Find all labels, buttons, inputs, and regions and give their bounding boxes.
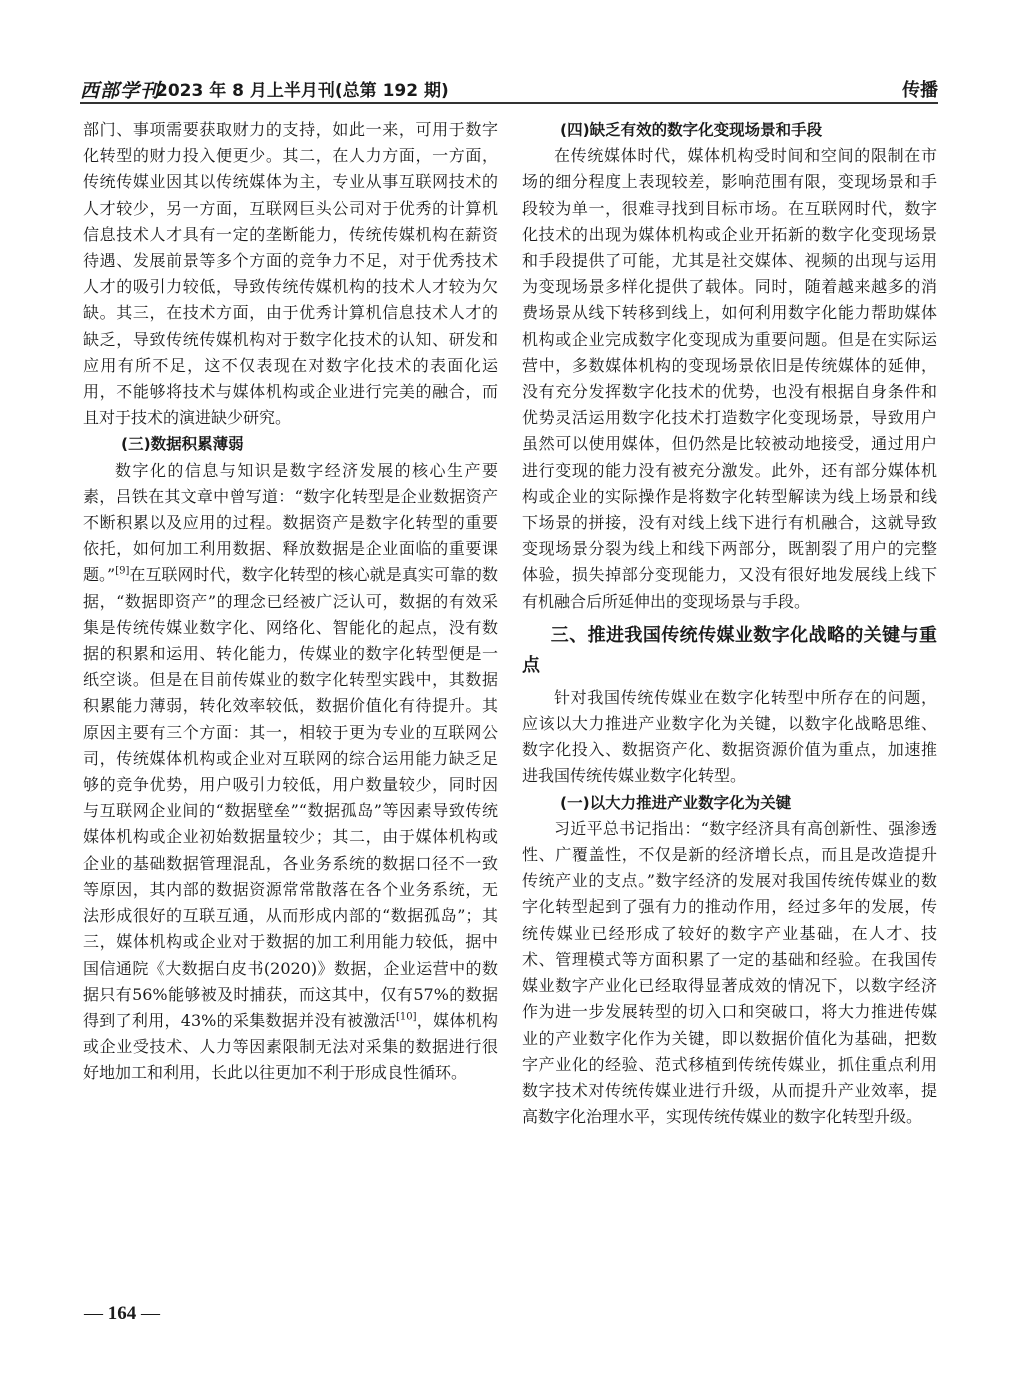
- right-column: [522, 117, 937, 1130]
- header-rule: [80, 102, 938, 104]
- journal-logo: 西部学刊: [80, 80, 161, 102]
- paragraph: [83, 458, 498, 1087]
- citation: [10]: [395, 1011, 417, 1023]
- paragraph: 针对我国传统传媒业在数字化转型中所存在的问题，应该以大力推进产业数字化为关键，以数字化战略思维、数字化投入、数据资产化、数据资源价值为重点，加速推进我国传统传媒业数字化转型。: [522, 687, 937, 786]
- citation: [9]: [115, 566, 130, 578]
- dash: —: [84, 1303, 103, 1324]
- page-number: 164: [107, 1303, 137, 1324]
- paragraph-text: 在互联网时代，数字化转型的核心就是真实可靠的数据，“数据即资产”的理念已经被广泛认可，数据的有效采集是传统传媒业数字化、网络化、智能化的起点，没有数据的积累和运用、转化能力，传媒业的数字化转型便是一纸空谈。但是在目前传媒业的数字化转型实践中，其数据积累能力薄弱，转化效率较低，数据价值化有待提升。其原因主要有三个方面：其一，相较于更为专业的互联网公司，传统媒体机构或企业对互联网的综合运用能力缺乏足够的竞争优势，用户吸引力较低，用户数量较少，同时因与互联网企业间的“数据壁垒”“数据孤岛”等因素导致传统媒体机构或企业初始数据量较少；其二，由于媒体机构或企业的基础数据管理混乱，各业务系统的数据口径不一致等原因，其内部的数据资源常常散落在各个业务系统，无法形成很好的互联互通，从而形成内部的“数据孤岛”；其三，媒体机构或企业对于数据的加工利用能力较低，据中国信通院《大数据白皮书(2020)》数据，企业运营中的数据只有56%能够被及时捕获，而这其中，仅有57%的数据得到了利用，43%的采集数据并没有被激活: [83, 565, 498, 1030]
- section-heading: 三、推进我国传统传媒业数字化战略的关键与重点: [522, 624, 937, 676]
- page-header: [80, 70, 938, 104]
- left-column: [83, 117, 498, 1087]
- section-name: 传播: [902, 80, 938, 101]
- page-number-footer: [84, 1303, 160, 1325]
- dash: —: [141, 1303, 160, 1324]
- paragraph: 部门、事项需要获取财力的支持，如此一来，可用于数字化转型的财力投入便更少。其二，在人力方面，一方面，传统传媒业因其以传统媒体为主，专业从事互联网技术的人才较少，另一方面，互联网巨头公司对于优秀的计算机信息技术人才具有一定的垄断能力，传统传媒机构在薪资待遇、发展前景等多个方面的竞争力不足，对于优秀技术人才的吸引力较低，导致传统传媒机构的技术人才较为欠缺。其三，在技术方面，由于优秀计算机信息技术人才的缺乏，导致传统传媒机构对于数字化技术的认知、研发和应用有所不足，这不仅表现在对数字化技术的表面化运用，不能够将技术与媒体机构或企业进行完美的融合，而且对于技术的演进缺少研究。: [83, 120, 498, 428]
- paragraph-text: ，媒体机构或企业受技术、人力等因素限制无法对采集的数据进行很好地加工和利用，长此以往更加不利于形成良性循环。: [83, 1010, 498, 1083]
- subsection-heading: (一)以大力推进产业数字化为关键: [560, 793, 792, 812]
- subsection-heading: (四)缺乏有效的数字化变现场景和手段: [560, 121, 823, 139]
- issue-info: 2023 年 8 月上半月刊(总第 192 期): [156, 81, 449, 101]
- paragraph: 在传统媒体时代，媒体机构受时间和空间的限制在市场的细分程度上表现较差，影响范围有限，变现场景和手段较为单一，很难寻找到目标市场。在互联网时代，数字化技术的出现为媒体机构或企业开拓新的数字化变现场景和手段提供了可能，尤其是社交媒体、视频的出现与运用为变现场景多样化提供了载体。同时，随着越来越多的消费场景从线下转移到线上，如何利用数字化能力帮助媒体机构或企业完成数字化变现成为重要问题。但是在实际运营中，多数媒体机构的变现场景依旧是传统媒体的延伸，没有充分发挥数字化技术的优势，也没有根据自身条件和优势灵活运用数字化技术打造数字化变现场景，导致用户虽然可以使用媒体，但仍然是比较被动地接受，通过用户进行变现的能力没有被充分激发。此外，还有部分媒体机构或企业的实际操作是将数字化转型解读为线上场景和线下场景的拼接，没有对线上线下进行有机融合，这就导致变现场景分裂为线上和线下两部分，既割裂了用户的完整体验，损失掉部分变现能力，又没有很好地发展线上线下有机融合后所延伸出的变现场景与手段。: [522, 146, 937, 611]
- subsection-heading: (三)数据积累薄弱: [121, 435, 244, 454]
- paragraph-text: 数字化的信息与知识是数字经济发展的核心生产要素，吕铁在其文章中曾写道：“数字化转型是企业数据资产不断积累以及应用的过程。数据资产是数字化转型的重要依托，如何加工利用数据、释放数据是企业面临的重要课题。”: [83, 460, 498, 585]
- paragraph: 习近平总书记指出：“数字经济具有高创新性、强渗透性、广覆盖性，不仅是新的经济增长点，而且是改造提升传统产业的支点。”数字经济的发展对我国传统传媒业的数字化转型起到了强有力的推动作用，经过多年的发展，传统传媒业已经形成了较好的数字产业基础，在人才、技术、管理模式等方面积累了一定的基础和经验。在我国传媒业数字产业化已经取得显著成效的情况下，以数字经济作为进一步发展转型的切入口和突破口，将大力推进传媒业的产业数字化作为关键，即以数据价值化为基础，把数字产业化的经验、范式移植到传统传媒业，抓住重点利用数字技术对传统传媒业进行升级，从而提升产业效率，提高数字化治理水平，实现传统传媒业的数字化转型升级。: [522, 818, 937, 1127]
